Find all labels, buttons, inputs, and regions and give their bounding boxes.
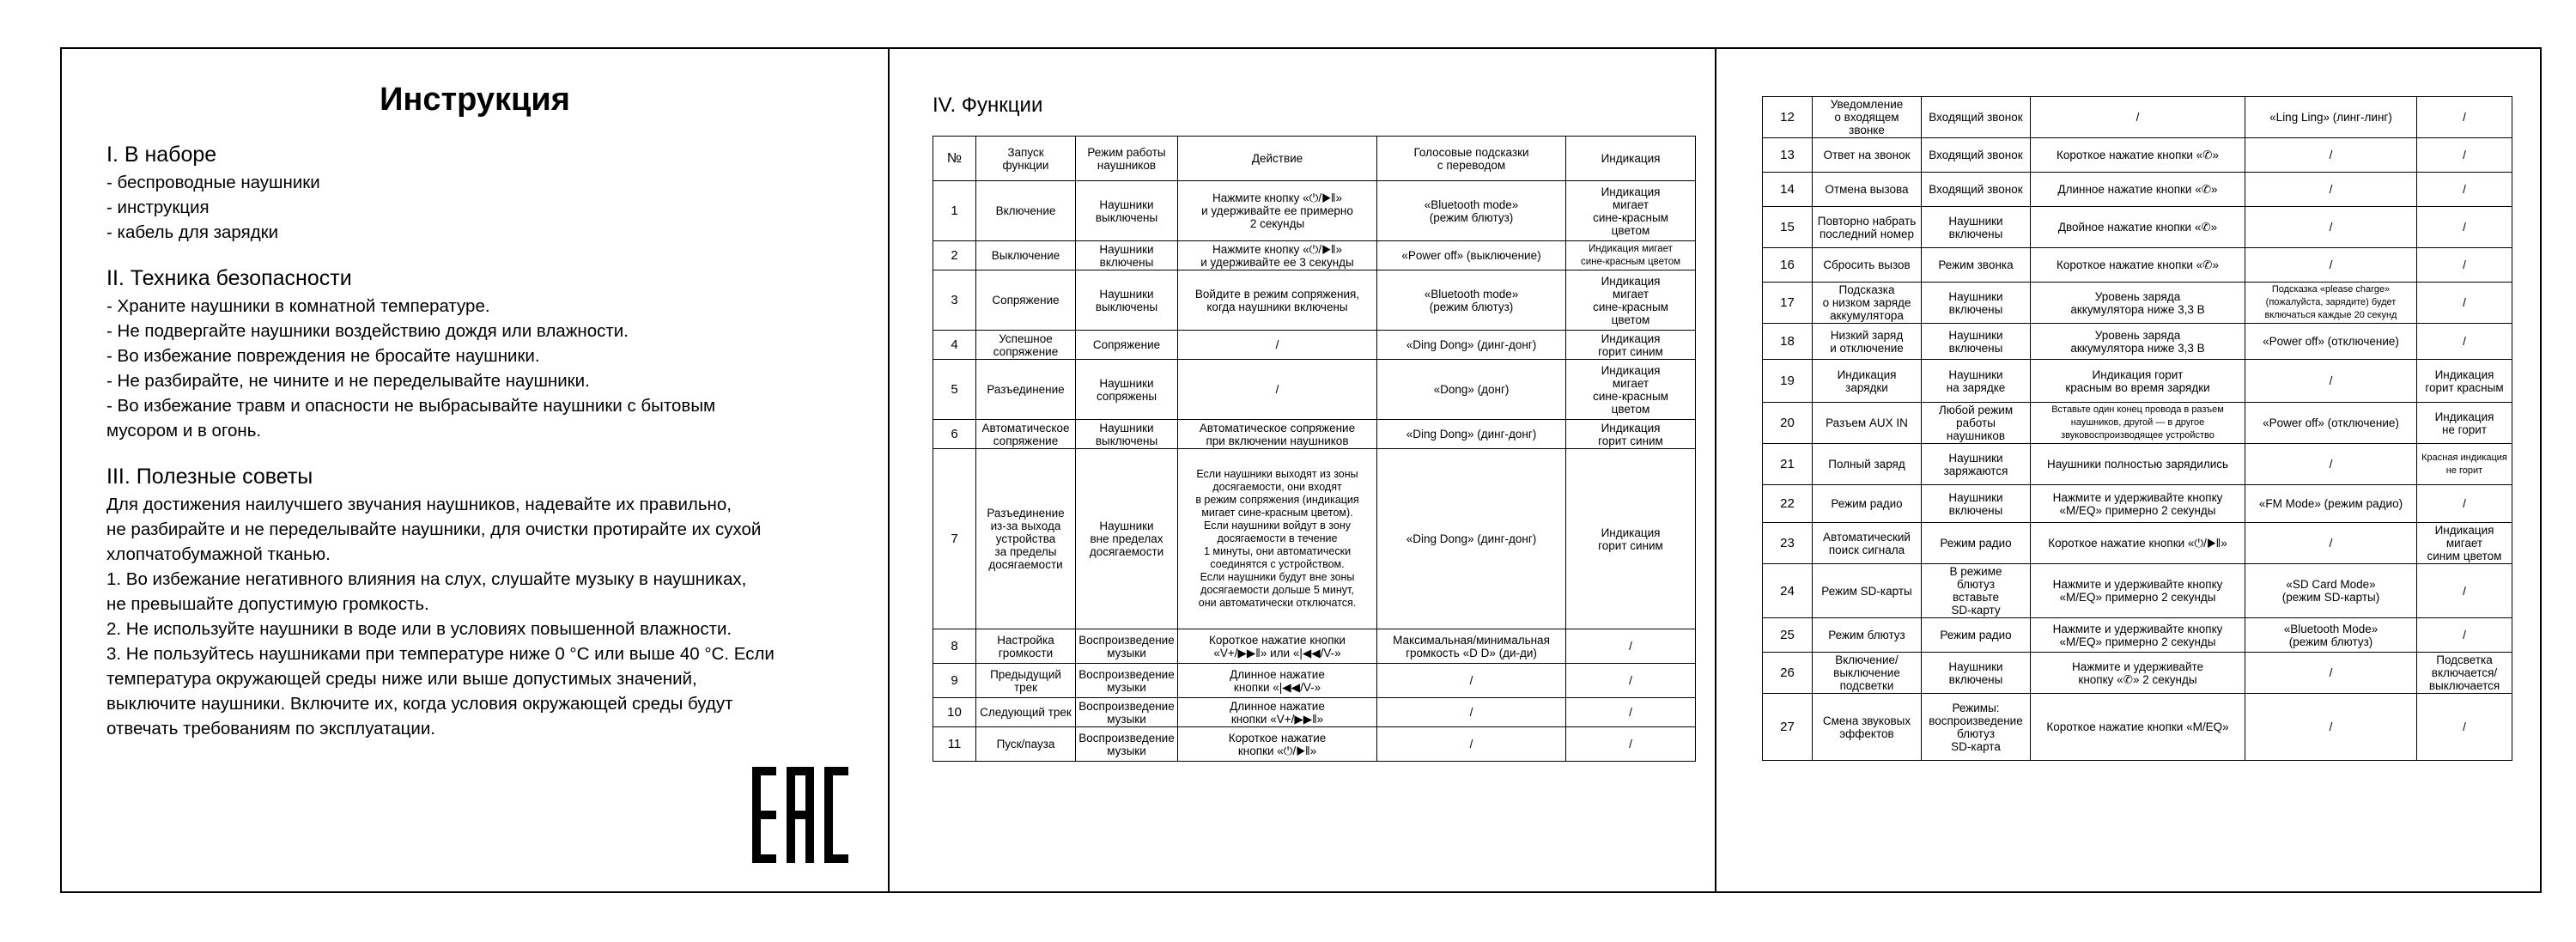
section-2	[106, 265, 862, 443]
eac-logo	[752, 767, 848, 863]
section-line: отвечать требованиям по эксплуатации.	[106, 719, 435, 738]
cell-action: Короткое нажатие кнопки «✆»	[2031, 248, 2245, 283]
cell-indication: Индикация горит красным	[2417, 360, 2512, 403]
cell-number: 10	[933, 698, 976, 727]
instruction-sheet	[60, 47, 2542, 893]
cell-indication: Индикация горит синим	[1566, 331, 1696, 360]
table-row	[1763, 444, 2512, 485]
table-row	[1763, 360, 2512, 403]
cell-number: 8	[933, 629, 976, 664]
table-row	[933, 360, 1696, 420]
cell-mode: Наушники на зарядке	[1922, 360, 2031, 403]
cell-function: Повторно набрать последний номер	[1813, 207, 1922, 248]
section-line: 3. Не пользуйтесь наушниками при температуре ниже 0 °С или выше 40 °С. Если	[106, 644, 775, 664]
cell-indication: /	[2417, 618, 2512, 653]
table-row	[933, 629, 1696, 664]
section-line: выключите наушники. Включите их, когда условия окружающей среды будут	[106, 694, 733, 714]
table-row	[1763, 207, 2512, 248]
functions-table-part1	[933, 136, 1696, 762]
cell-indication: Подсветка включается/ выключается	[2417, 653, 2512, 694]
cell-number: 16	[1763, 248, 1813, 283]
cell-voice-prompt: /	[2245, 138, 2417, 173]
cell-indication: /	[2417, 324, 2512, 360]
cell-voice-prompt: «SD Card Mode» (режим SD-карты)	[2245, 564, 2417, 618]
column-header-indication: Индикация	[1566, 137, 1696, 181]
table-row	[933, 727, 1696, 762]
cell-voice-prompt: /	[2245, 653, 2417, 694]
cell-indication: Индикация горит синим	[1566, 449, 1696, 629]
cell-voice-prompt: /	[2245, 248, 2417, 283]
left-panel	[62, 49, 888, 891]
cell-mode: Наушники включены	[1922, 485, 2031, 523]
page-title: Инструкция	[380, 82, 570, 118]
table-row	[1763, 324, 2512, 360]
cell-action: Нажмите и удерживайте кнопку «M/EQ» примерно 2 секунды	[2031, 485, 2245, 523]
cell-function: Включение	[976, 181, 1076, 241]
cell-number: 14	[1763, 173, 1813, 207]
section-heading: I. В наборе	[106, 143, 217, 167]
cell-number: 12	[1763, 97, 1813, 138]
cell-voice-prompt: «FM Mode» (режим радио)	[2245, 485, 2417, 523]
cell-mode: В режиме блютуз вставьте SD-карту	[1922, 564, 2031, 618]
table-row	[1763, 694, 2512, 761]
table-row	[933, 698, 1696, 727]
section-heading: III. Полезные советы	[106, 465, 313, 489]
cell-mode: Наушники включены	[1922, 283, 2031, 324]
column-header-action: Действие	[1178, 137, 1377, 181]
section-line: - инструкция	[106, 198, 210, 217]
cell-function: Разъединение	[976, 360, 1076, 420]
cell-number: 23	[1763, 523, 1813, 564]
cell-indication: Индикация не горит	[2417, 403, 2512, 444]
section-line: - Во избежание повреждения не бросайте наушники.	[106, 346, 540, 366]
cell-mode: Наушники сопряжены	[1076, 360, 1178, 420]
cell-action: Наушники полностью зарядились	[2031, 444, 2245, 485]
cell-mode: Наушники включены	[1922, 207, 2031, 248]
cell-voice-prompt: /	[2245, 360, 2417, 403]
cell-action: Автоматическое сопряжение при включении наушников	[1178, 420, 1377, 449]
cell-action: Нажмите и удерживайте кнопку «✆» 2 секунды	[2031, 653, 2245, 694]
cell-number: 5	[933, 360, 976, 420]
cell-action: Индикация горит красным во время зарядки	[2031, 360, 2245, 403]
cell-indication: /	[2417, 207, 2512, 248]
cell-number: 2	[933, 241, 976, 270]
cell-voice-prompt: «Bluetooth mode» (режим блютуз)	[1377, 181, 1566, 241]
cell-mode: Сопряжение	[1076, 331, 1178, 360]
cell-function: Подсказка о низком заряде аккумулятора	[1813, 283, 1922, 324]
cell-indication: Индикация мигает сине-красным цветом	[1566, 181, 1696, 241]
cell-number: 6	[933, 420, 976, 449]
cell-mode: Любой режим работы наушников	[1922, 403, 2031, 444]
cell-action: Нажмите кнопку «⏻/▶‖» и удерживайте ее 3 секунды	[1178, 241, 1377, 270]
cell-indication: /	[1566, 629, 1696, 664]
cell-number: 20	[1763, 403, 1813, 444]
cell-indication: /	[2417, 173, 2512, 207]
cell-voice-prompt: «Bluetooth Mode» (режим блютуз)	[2245, 618, 2417, 653]
cell-function: Смена звуковых эффектов	[1813, 694, 1922, 761]
cell-action: Нажмите кнопку «⏻/▶‖» и удерживайте ее примерно 2 секунды	[1178, 181, 1377, 241]
cell-mode: Наушники заряжаются	[1922, 444, 2031, 485]
cell-function: Уведомление о входящем звонке	[1813, 97, 1922, 138]
cell-action: Короткое нажатие кнопки «✆»	[2031, 138, 2245, 173]
cell-indication: /	[2417, 248, 2512, 283]
section-line: 2. Не используйте наушники в воде или в условиях повышенной влажности.	[106, 619, 732, 639]
cell-action: Короткое нажатие кнопки «M/EQ»	[2031, 694, 2245, 761]
section-3	[106, 464, 862, 741]
cell-action: Длинное нажатие кнопки «|◀◀/V-»	[1178, 664, 1377, 698]
cell-number: 3	[933, 270, 976, 331]
table-row	[933, 181, 1696, 241]
cell-mode: Наушники включены	[1076, 241, 1178, 270]
cell-indication: /	[2417, 694, 2512, 761]
table-row	[933, 241, 1696, 270]
table-row	[1763, 248, 2512, 283]
cell-mode: Режим радио	[1922, 523, 2031, 564]
section-line: - беспроводные наушники	[106, 173, 320, 192]
cell-action: Короткое нажатие кнопки «⏻/▶‖»	[1178, 727, 1377, 762]
functions-table-part2	[1762, 96, 2512, 761]
cell-voice-prompt: «Bluetooth mode» (режим блютуз)	[1377, 270, 1566, 331]
cell-voice-prompt: «Dong» (донг)	[1377, 360, 1566, 420]
functions-title: IV. Функции	[933, 94, 1043, 117]
cell-mode: Воспроизведение музыки	[1076, 629, 1178, 664]
cell-indication: /	[2417, 283, 2512, 324]
cell-mode: Наушники вне пределах досягаемости	[1076, 449, 1178, 629]
section-line: не превышайте допустимую громкость.	[106, 594, 429, 614]
cell-function: Сбросить вызов	[1813, 248, 1922, 283]
cell-number: 22	[1763, 485, 1813, 523]
table-row	[1763, 485, 2512, 523]
cell-mode: Воспроизведение музыки	[1076, 698, 1178, 727]
cell-action: /	[1178, 331, 1377, 360]
cell-function: Отмена вызова	[1813, 173, 1922, 207]
cell-action: Нажмите и удерживайте кнопку «M/EQ» примерно 2 секунды	[2031, 618, 2245, 653]
table-row	[933, 449, 1696, 629]
column-header-number: №	[933, 137, 976, 181]
cell-action: Уровень заряда аккумулятора ниже 3,3 В	[2031, 324, 2245, 360]
cell-indication: /	[2417, 97, 2512, 138]
cell-function: Индикация зарядки	[1813, 360, 1922, 403]
section-line: - Не подвергайте наушники воздействию дождя или влажности.	[106, 321, 629, 341]
table-row	[933, 664, 1696, 698]
cell-function: Настройка громкости	[976, 629, 1076, 664]
cell-voice-prompt: Подсказка «please charge» (пожалуйста, зарядите) будет включаться каждые 20 секунд	[2245, 283, 2417, 324]
table-row	[1763, 403, 2512, 444]
cell-mode: Наушники включены	[1922, 324, 2031, 360]
cell-voice-prompt: «Power off» (отключение)	[2245, 403, 2417, 444]
section-line: - Не разбирайте, не чините и не переделывайте наушники.	[106, 371, 590, 391]
cell-voice-prompt: «Ling Ling» (линг-линг)	[2245, 97, 2417, 138]
cell-voice-prompt: /	[2245, 694, 2417, 761]
section-heading: II. Техника безопасности	[106, 266, 352, 290]
cell-function: Успешное сопряжение	[976, 331, 1076, 360]
table-row	[1763, 138, 2512, 173]
cell-number: 27	[1763, 694, 1813, 761]
table-row	[1763, 618, 2512, 653]
cell-number: 21	[1763, 444, 1813, 485]
cell-action: Длинное нажатие кнопки «✆»	[2031, 173, 2245, 207]
cell-mode: Входящий звонок	[1922, 173, 2031, 207]
cell-indication: /	[1566, 698, 1696, 727]
instruction-sections	[106, 142, 862, 762]
cell-number: 7	[933, 449, 976, 629]
table-row	[1763, 523, 2512, 564]
cell-number: 17	[1763, 283, 1813, 324]
cell-action: Войдите в режим сопряжения, когда наушники включены	[1178, 270, 1377, 331]
cell-voice-prompt: «Ding Dong» (динг-донг)	[1377, 331, 1566, 360]
cell-action: Короткое нажатие кнопки «⏻/▶‖»	[2031, 523, 2245, 564]
cell-voice-prompt: /	[2245, 207, 2417, 248]
cell-action: /	[1178, 360, 1377, 420]
cell-function: Сопряжение	[976, 270, 1076, 331]
section-line: мусором и в огонь.	[106, 421, 262, 441]
cell-voice-prompt: «Power off» (выключение)	[1377, 241, 1566, 270]
cell-function: Режим блютуз	[1813, 618, 1922, 653]
cell-action: Длинное нажатие кнопки «V+/▶▶‖»	[1178, 698, 1377, 727]
table-row	[1763, 173, 2512, 207]
table-row	[933, 270, 1696, 331]
cell-action: Если наушники выходят из зоны досягаемости, они входят в режим сопряжения (индикация мигает сине-красным цветом). Если наушники войдут в зону досягаемости в течение 1 минуты, они автоматически соединятся с устройством. Если наушники будут вне зоны досягаемости дольше 5 минут, они автоматически отключатся.	[1178, 449, 1377, 629]
cell-function: Следующий трек	[976, 698, 1076, 727]
cell-action: Уровень заряда аккумулятора ниже 3,3 В	[2031, 283, 2245, 324]
cell-mode: Режимы: воспроизведение блютуз SD-карта	[1922, 694, 2031, 761]
cell-function: Автоматический поиск сигнала	[1813, 523, 1922, 564]
column-header-voice-prompt: Голосовые подсказки с переводом	[1377, 137, 1566, 181]
cell-number: 19	[1763, 360, 1813, 403]
cell-indication: Индикация мигает сине-красным цветом	[1566, 360, 1696, 420]
table-row	[933, 420, 1696, 449]
section-line: - Во избежание травм и опасности не выбрасывайте наушники с бытовым	[106, 396, 716, 416]
cell-voice-prompt: /	[1377, 664, 1566, 698]
cell-indication: /	[1566, 727, 1696, 762]
cell-action: Вставьте один конец провода в разъем наушников, другой — в другое звуковоспроизводящее устройство	[2031, 403, 2245, 444]
cell-mode: Входящий звонок	[1922, 138, 2031, 173]
cell-function: Режим радио	[1813, 485, 1922, 523]
cell-indication: Индикация горит синим	[1566, 420, 1696, 449]
section-line: Для достижения наилучшего звучания наушников, надевайте их правильно,	[106, 495, 732, 514]
table-row	[933, 331, 1696, 360]
cell-number: 18	[1763, 324, 1813, 360]
cell-indication: /	[2417, 564, 2512, 618]
cell-mode: Режим радио	[1922, 618, 2031, 653]
cell-mode: Наушники выключены	[1076, 181, 1178, 241]
cell-voice-prompt: /	[2245, 523, 2417, 564]
cell-function: Включение/ выключение подсветки	[1813, 653, 1922, 694]
section-line: - кабель для зарядки	[106, 222, 279, 242]
cell-function: Предыдущий трек	[976, 664, 1076, 698]
cell-number: 4	[933, 331, 976, 360]
cell-voice-prompt: /	[1377, 698, 1566, 727]
cell-action: Двойное нажатие кнопки «✆»	[2031, 207, 2245, 248]
cell-function: Выключение	[976, 241, 1076, 270]
cell-indication: Индикация мигает сине-красным цветом	[1566, 270, 1696, 331]
cell-indication: Индикация мигает сине-красным цветом	[1566, 241, 1696, 270]
column-header-mode: Режим работы наушников	[1076, 137, 1178, 181]
table-row	[1763, 97, 2512, 138]
cell-mode: Наушники выключены	[1076, 420, 1178, 449]
middle-panel	[888, 49, 1715, 891]
cell-voice-prompt: /	[2245, 444, 2417, 485]
cell-mode: Наушники включены	[1922, 653, 2031, 694]
cell-number: 15	[1763, 207, 1813, 248]
cell-number: 1	[933, 181, 976, 241]
cell-voice-prompt: Максимальная/минимальная громкость «D D» (ди-ди)	[1377, 629, 1566, 664]
cell-mode: Воспроизведение музыки	[1076, 664, 1178, 698]
cell-voice-prompt: /	[1377, 727, 1566, 762]
cell-indication: /	[2417, 485, 2512, 523]
right-panel	[1715, 49, 2542, 891]
cell-mode: Входящий звонок	[1922, 97, 2031, 138]
cell-indication: /	[2417, 138, 2512, 173]
cell-action: Нажмите и удерживайте кнопку «M/EQ» примерно 2 секунды	[2031, 564, 2245, 618]
cell-indication: Индикация мигает синим цветом	[2417, 523, 2512, 564]
cell-voice-prompt: «Ding Dong» (динг-донг)	[1377, 420, 1566, 449]
cell-mode: Воспроизведение музыки	[1076, 727, 1178, 762]
cell-voice-prompt: «Power off» (отключение)	[2245, 324, 2417, 360]
cell-function: Режим SD-карты	[1813, 564, 1922, 618]
cell-number: 26	[1763, 653, 1813, 694]
cell-number: 9	[933, 664, 976, 698]
cell-voice-prompt: /	[2245, 173, 2417, 207]
cell-action: /	[2031, 97, 2245, 138]
cell-function: Ответ на звонок	[1813, 138, 1922, 173]
section-line: хлопчатобумажной тканью.	[106, 544, 331, 564]
table-row	[1763, 653, 2512, 694]
section-line: 1. Во избежание негативного влияния на слух, слушайте музыку в наушниках,	[106, 569, 747, 589]
cell-function: Автоматическое сопряжение	[976, 420, 1076, 449]
section-line: не разбирайте и не переделывайте наушники, для очистки протирайте их сухой	[106, 520, 762, 539]
cell-mode: Режим звонка	[1922, 248, 2031, 283]
cell-number: 11	[933, 727, 976, 762]
cell-number: 24	[1763, 564, 1813, 618]
cell-function: Пуск/пауза	[976, 727, 1076, 762]
cell-function: Полный заряд	[1813, 444, 1922, 485]
cell-number: 13	[1763, 138, 1813, 173]
column-header-function: Запуск функции	[976, 137, 1076, 181]
section-line: температура окружающей среды ниже или выше допустимых значений,	[106, 669, 697, 689]
section-1	[106, 142, 862, 245]
cell-function: Низкий заряд и отключение	[1813, 324, 1922, 360]
table-row	[1763, 283, 2512, 324]
section-line: - Храните наушники в комнатной температуре.	[106, 296, 490, 316]
cell-voice-prompt: «Ding Dong» (динг-донг)	[1377, 449, 1566, 629]
cell-number: 25	[1763, 618, 1813, 653]
cell-indication: /	[1566, 664, 1696, 698]
cell-function: Разъединение из-за выхода устройства за пределы досягаемости	[976, 449, 1076, 629]
cell-function: Разъем AUX IN	[1813, 403, 1922, 444]
cell-action: Короткое нажатие кнопки «V+/▶▶‖» или «|◀◀/V-»	[1178, 629, 1377, 664]
table-row	[1763, 564, 2512, 618]
cell-mode: Наушники выключены	[1076, 270, 1178, 331]
cell-indication: Красная индикация не горит	[2417, 444, 2512, 485]
